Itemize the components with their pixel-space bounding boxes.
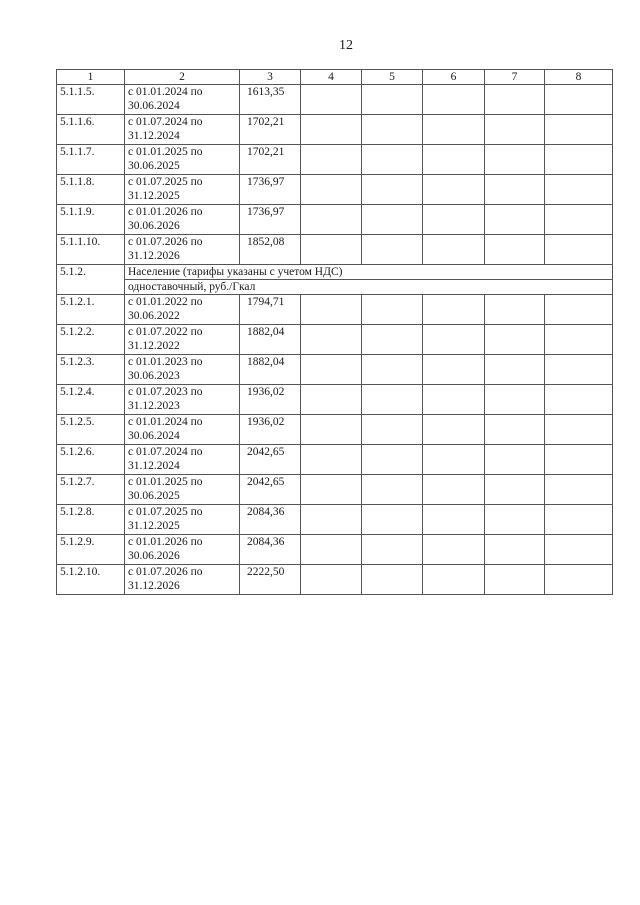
row-number: 5.1.2.6. [57, 445, 125, 475]
empty-cell-col-8 [545, 505, 613, 535]
table-row [57, 235, 613, 265]
period-cell [125, 505, 240, 535]
period-cell [125, 565, 240, 595]
empty-cell-col-5 [362, 475, 423, 505]
empty-cell-col-5 [362, 115, 423, 145]
empty-cell-col-6 [423, 565, 485, 595]
empty-cell-col-4 [301, 505, 362, 535]
empty-cell-col-7 [485, 295, 545, 325]
table-row [57, 505, 613, 535]
row-number: 5.1.2.5. [57, 415, 125, 445]
empty-cell-col-5 [362, 85, 423, 115]
empty-cell-col-4 [301, 205, 362, 235]
empty-cell-col-8 [545, 205, 613, 235]
column-header: 1 [57, 70, 125, 85]
table-row [57, 475, 613, 505]
tariff-value: 1882,04 [240, 355, 301, 385]
period-to: 30.06.2026 [128, 550, 180, 562]
empty-cell-col-4 [301, 565, 362, 595]
period-cell [125, 325, 240, 355]
empty-cell-col-8 [545, 235, 613, 265]
table-row [57, 205, 613, 235]
empty-cell-col-5 [362, 505, 423, 535]
period-cell [125, 535, 240, 565]
period-from: с 01.07.2026 по [128, 236, 203, 248]
row-number: 5.1.1.10. [57, 235, 125, 265]
tariff-value: 1736,97 [240, 205, 301, 235]
column-header: 6 [423, 70, 485, 85]
empty-cell-col-6 [423, 295, 485, 325]
page-number: 12 [339, 38, 353, 53]
empty-cell-col-6 [423, 235, 485, 265]
table-row [57, 145, 613, 175]
empty-cell-col-4 [301, 295, 362, 325]
empty-cell-col-6 [423, 385, 485, 415]
empty-cell-col-8 [545, 85, 613, 115]
column-header: 8 [545, 70, 613, 85]
empty-cell-col-8 [545, 325, 613, 355]
empty-cell-col-8 [545, 385, 613, 415]
period-to: 30.06.2026 [128, 220, 180, 232]
period-cell [125, 205, 240, 235]
row-number: 5.1.2.10. [57, 565, 125, 595]
empty-cell-col-5 [362, 355, 423, 385]
empty-cell-col-5 [362, 145, 423, 175]
period-cell [125, 175, 240, 205]
column-header: 5 [362, 70, 423, 85]
period-cell [125, 145, 240, 175]
tariff-value: 1852,08 [240, 235, 301, 265]
period-from: с 01.01.2025 по [128, 476, 203, 488]
period-to: 30.06.2024 [128, 430, 180, 442]
period-to: 30.06.2022 [128, 310, 180, 322]
period-cell [125, 295, 240, 325]
empty-cell-col-7 [485, 325, 545, 355]
empty-cell-col-7 [485, 85, 545, 115]
tariff-value: 1794,71 [240, 295, 301, 325]
empty-cell-col-8 [545, 535, 613, 565]
empty-cell-col-6 [423, 175, 485, 205]
tariff-value: 1702,21 [240, 115, 301, 145]
period-to: 31.12.2025 [128, 520, 180, 532]
period-from: с 01.07.2024 по [128, 116, 203, 128]
period-from: с 01.07.2026 по [128, 566, 203, 578]
table-row [57, 85, 613, 115]
period-to: 31.12.2026 [128, 250, 180, 262]
tariff-value: 2042,65 [240, 445, 301, 475]
period-to: 31.12.2024 [128, 460, 180, 472]
period-cell [125, 85, 240, 115]
empty-cell-col-5 [362, 205, 423, 235]
period-to: 30.06.2025 [128, 490, 180, 502]
period-from: с 01.07.2024 по [128, 446, 203, 458]
section-number: 5.1.2. [57, 265, 125, 295]
period-cell [125, 415, 240, 445]
row-number: 5.1.1.9. [57, 205, 125, 235]
empty-cell-col-7 [485, 505, 545, 535]
row-number: 5.1.1.7. [57, 145, 125, 175]
table-row [57, 355, 613, 385]
empty-cell-col-7 [485, 355, 545, 385]
empty-cell-col-4 [301, 175, 362, 205]
period-from: с 01.01.2026 по [128, 536, 203, 548]
empty-cell-col-6 [423, 505, 485, 535]
header-row [57, 70, 613, 85]
empty-cell-col-6 [423, 205, 485, 235]
period-cell [125, 445, 240, 475]
tariff-value: 2084,36 [240, 505, 301, 535]
empty-cell-col-8 [545, 295, 613, 325]
row-number: 5.1.2.2. [57, 325, 125, 355]
row-number: 5.1.2.3. [57, 355, 125, 385]
empty-cell-col-7 [485, 235, 545, 265]
table-row [57, 115, 613, 145]
empty-cell-col-8 [545, 115, 613, 145]
table-row [57, 445, 613, 475]
row-number: 5.1.2.1. [57, 295, 125, 325]
empty-cell-col-6 [423, 145, 485, 175]
empty-cell-col-5 [362, 175, 423, 205]
empty-cell-col-5 [362, 325, 423, 355]
empty-cell-col-6 [423, 325, 485, 355]
row-number: 5.1.2.8. [57, 505, 125, 535]
empty-cell-col-7 [485, 445, 545, 475]
section-title: Население (тарифы указаны с учетом НДС) [125, 265, 613, 280]
empty-cell-col-8 [545, 565, 613, 595]
period-from: с 01.07.2025 по [128, 506, 203, 518]
period-cell [125, 235, 240, 265]
empty-cell-col-4 [301, 415, 362, 445]
empty-cell-col-6 [423, 355, 485, 385]
empty-cell-col-8 [545, 415, 613, 445]
empty-cell-col-6 [423, 445, 485, 475]
period-to: 30.06.2025 [128, 160, 180, 172]
period-from: с 01.07.2023 по [128, 386, 203, 398]
period-cell [125, 475, 240, 505]
empty-cell-col-7 [485, 205, 545, 235]
table-row [57, 565, 613, 595]
empty-cell-col-4 [301, 535, 362, 565]
empty-cell-col-7 [485, 535, 545, 565]
empty-cell-col-6 [423, 535, 485, 565]
empty-cell-col-5 [362, 385, 423, 415]
period-to: 31.12.2024 [128, 130, 180, 142]
period-from: с 01.01.2024 по [128, 86, 203, 98]
empty-cell-col-4 [301, 235, 362, 265]
table-row [57, 175, 613, 205]
empty-cell-col-7 [485, 385, 545, 415]
row-number: 5.1.2.9. [57, 535, 125, 565]
table-row [57, 385, 613, 415]
empty-cell-col-8 [545, 475, 613, 505]
column-header: 7 [485, 70, 545, 85]
period-from: с 01.01.2023 по [128, 356, 203, 368]
table-row [57, 325, 613, 355]
empty-cell-col-4 [301, 145, 362, 175]
empty-cell-col-7 [485, 475, 545, 505]
tariff-value: 1936,02 [240, 385, 301, 415]
period-from: с 01.01.2026 по [128, 206, 203, 218]
empty-cell-col-4 [301, 445, 362, 475]
period-to: 30.06.2024 [128, 100, 180, 112]
row-number: 5.1.1.8. [57, 175, 125, 205]
empty-cell-col-4 [301, 325, 362, 355]
empty-cell-col-7 [485, 115, 545, 145]
empty-cell-col-5 [362, 295, 423, 325]
row-number: 5.1.1.5. [57, 85, 125, 115]
period-from: с 01.07.2025 по [128, 176, 203, 188]
empty-cell-col-4 [301, 385, 362, 415]
column-header: 3 [240, 70, 301, 85]
empty-cell-col-6 [423, 475, 485, 505]
period-cell [125, 385, 240, 415]
empty-cell-col-8 [545, 175, 613, 205]
row-number: 5.1.2.4. [57, 385, 125, 415]
table-row [57, 295, 613, 325]
period-from: с 01.01.2022 по [128, 296, 203, 308]
period-from: с 01.01.2024 по [128, 416, 203, 428]
tariff-value: 1882,04 [240, 325, 301, 355]
empty-cell-col-4 [301, 115, 362, 145]
period-from: с 01.01.2025 по [128, 146, 203, 158]
row-number: 5.1.1.6. [57, 115, 125, 145]
period-from: с 01.07.2022 по [128, 326, 203, 338]
period-to: 31.12.2025 [128, 190, 180, 202]
section-subtitle: одноставочный, руб./Гкал [125, 280, 613, 295]
tariff-value: 2222,50 [240, 565, 301, 595]
period-to: 31.12.2023 [128, 400, 180, 412]
period-cell [125, 355, 240, 385]
tariff-table [56, 69, 613, 595]
table-row [57, 415, 613, 445]
empty-cell-col-8 [545, 355, 613, 385]
period-to: 31.12.2022 [128, 340, 180, 352]
tariff-value: 1702,21 [240, 145, 301, 175]
empty-cell-col-4 [301, 355, 362, 385]
empty-cell-col-5 [362, 565, 423, 595]
section-row [57, 265, 613, 280]
empty-cell-col-7 [485, 175, 545, 205]
row-number: 5.1.2.7. [57, 475, 125, 505]
tariff-value: 1613,35 [240, 85, 301, 115]
empty-cell-col-8 [545, 445, 613, 475]
empty-cell-col-5 [362, 235, 423, 265]
column-header: 4 [301, 70, 362, 85]
tariff-value: 2042,65 [240, 475, 301, 505]
column-header: 2 [125, 70, 240, 85]
empty-cell-col-5 [362, 415, 423, 445]
empty-cell-col-8 [545, 145, 613, 175]
empty-cell-col-7 [485, 565, 545, 595]
period-cell [125, 115, 240, 145]
empty-cell-col-5 [362, 445, 423, 475]
period-to: 30.06.2023 [128, 370, 180, 382]
empty-cell-col-4 [301, 475, 362, 505]
table-row [57, 535, 613, 565]
empty-cell-col-6 [423, 85, 485, 115]
empty-cell-col-5 [362, 535, 423, 565]
empty-cell-col-6 [423, 415, 485, 445]
empty-cell-col-7 [485, 415, 545, 445]
section-subtitle-row [57, 280, 613, 295]
tariff-value: 1936,02 [240, 415, 301, 445]
tariff-value: 1736,97 [240, 175, 301, 205]
empty-cell-col-7 [485, 145, 545, 175]
empty-cell-col-6 [423, 115, 485, 145]
empty-cell-col-4 [301, 85, 362, 115]
period-to: 31.12.2026 [128, 580, 180, 592]
tariff-value: 2084,36 [240, 535, 301, 565]
